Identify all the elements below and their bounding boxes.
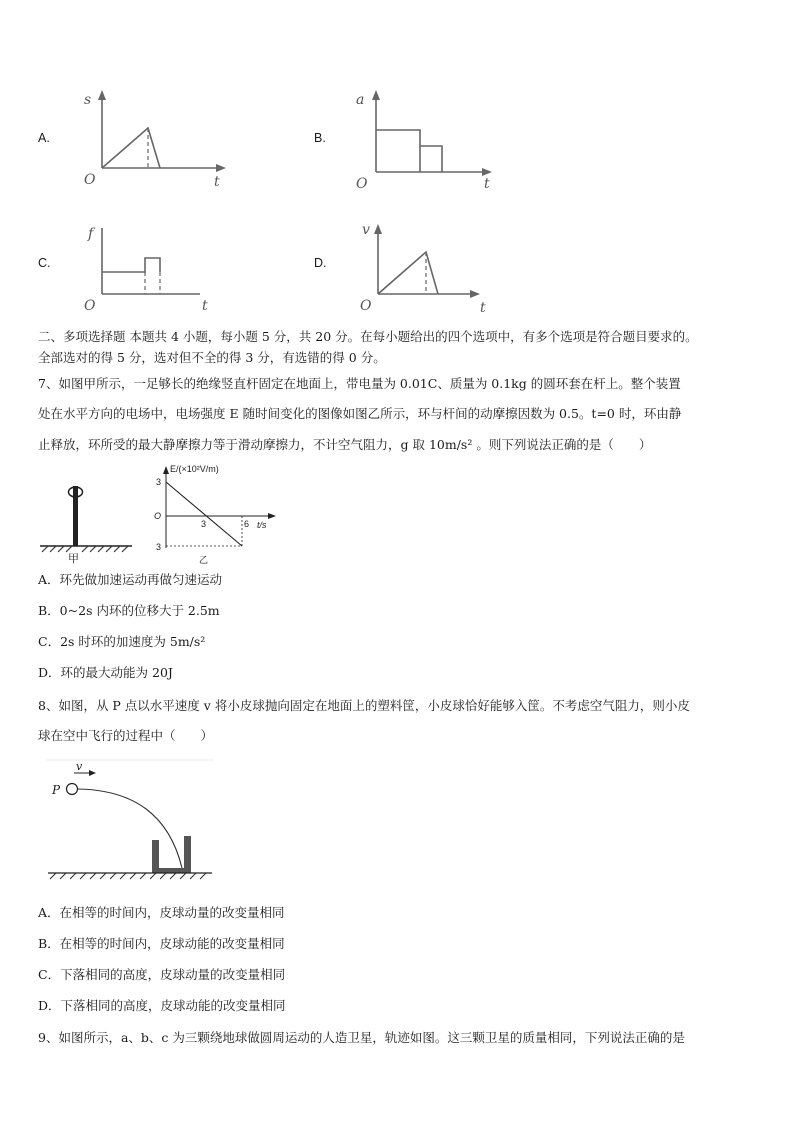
q7-option-d: D．环的最大动能为 20J — [38, 665, 173, 680]
q8-option-a: A．在相等的时间内，皮球动量的改变量相同 — [38, 905, 285, 920]
option-a-letter: A. — [38, 131, 50, 145]
q7-graph-tick-top: 3 — [156, 477, 162, 487]
q8-option-d: D．下落相同的高度，皮球动能的改变量相同 — [38, 998, 286, 1013]
option-c-letter: C. — [38, 256, 51, 270]
q7-graph-x-label: t/s — [257, 520, 267, 530]
option-b-letter: B. — [314, 131, 326, 145]
q9-stem-line1: 9、如图所示，a、b、c 为三颗绕地球做圆周运动的人造卫星，轨迹如图。这三颗卫星的质量相同，下列说法正确的是 — [38, 1030, 685, 1045]
q8-option-b: B．在相等的时间内，皮球动能的改变量相同 — [38, 936, 285, 951]
graph-b-x-label: t — [484, 176, 490, 192]
q7-graph-tick-x3: 3 — [201, 519, 207, 529]
graph-d-origin: O — [360, 298, 372, 314]
graph-c-y-label: f — [88, 226, 94, 242]
q8-fig-p-label: P — [52, 783, 61, 797]
graph-c-x-label: t — [202, 298, 208, 314]
q8-stem-line1: 8、如图，从 P 点以水平速度 v 将小皮球抛向固定在地面上的塑料筐，小皮球恰好能够入筐。不考虑空气阻力，则小皮 — [38, 698, 690, 713]
q7-fig-jia-caption: 甲 — [68, 552, 79, 565]
q7-stem-line3: 止释放，环所受的最大静摩擦力等于滑动摩擦力，不计空气阻力，g 取 10m/s² 。则下列说法正确的是（ ） — [38, 437, 652, 452]
option-d-letter: D. — [314, 256, 327, 270]
q8-figure — [44, 760, 219, 890]
q8-stem-line2: 球在空中飞行的过程中（ ） — [38, 728, 214, 743]
q7-option-b: B．0~2s 内环的位移大于 2.5m — [38, 603, 220, 618]
q7-graph-origin: O — [154, 511, 162, 521]
graph-d-v-t — [356, 218, 496, 316]
section2-instructions-line1: 二、多项选择题 本题共 4 小题，每小题 5 分，共 20 分。在每小题给出的四个选项中，有多个选项是符合题目要求的。 — [38, 329, 698, 344]
q7-graph-tick-x6: 6 — [244, 519, 250, 529]
graph-a-s-t — [80, 88, 230, 188]
q8-fig-v-label: v — [76, 760, 83, 773]
graph-b-a-t — [350, 88, 500, 193]
q7-option-a: A．环先做加速运动再做匀速运动 — [38, 572, 223, 587]
graph-b-y-label: a — [356, 92, 365, 108]
graph-a-x-label: t — [214, 174, 220, 190]
q8-option-c: C．下落相同的高度，皮球动量的改变量相同 — [38, 967, 286, 982]
q7-graph-tick-bottom: 3 — [156, 542, 162, 552]
q7-stem-line1: 7、如图甲所示，一足够长的绝缘竖直杆固定在地面上，带电量为 0.01C、质量为 0.1kg 的圆环套在杆上。整个装置 — [38, 376, 681, 391]
graph-c-origin: O — [84, 298, 96, 314]
q7-figure-jia — [38, 468, 138, 563]
q7-option-c: C．2s 时环的加速度为 5m/s² — [38, 634, 206, 649]
graph-d-x-label: t — [480, 300, 486, 316]
graph-d-y-label: v — [362, 222, 370, 238]
graph-b-origin: O — [356, 176, 368, 192]
q7-fig-yi-caption: 乙 — [199, 555, 209, 565]
graph-a-origin: O — [84, 172, 96, 188]
q7-figure-yi-graph — [150, 462, 290, 572]
section2-instructions-line2: 全部选对的得 5 分，选对但不全的得 3 分，有选错的得 0 分。 — [38, 350, 386, 365]
q7-stem-line2: 处在水平方向的电场中，电场强度 E 随时间变化的图像如图乙所示，环与杆间的动摩擦因数为 0.5。t=0 时，环由静 — [38, 406, 682, 421]
graph-a-y-label: s — [84, 92, 92, 108]
q7-graph-y-label: E/(×10²V/m) — [170, 464, 219, 474]
graph-c-f-t — [80, 222, 220, 312]
